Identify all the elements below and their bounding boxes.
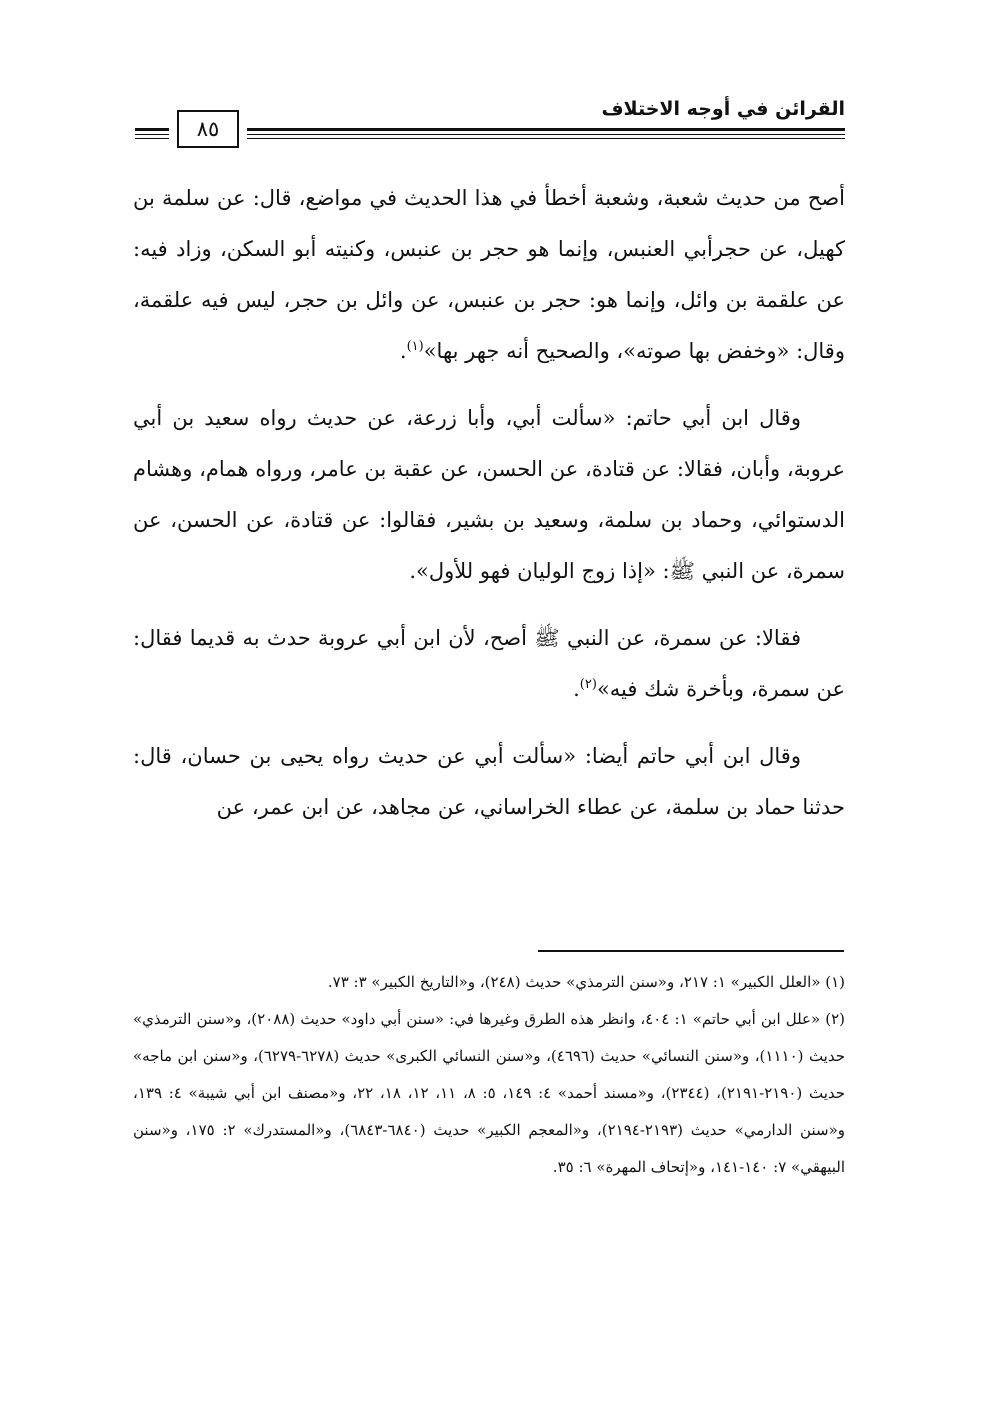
paragraph (133, 393, 845, 597)
paragraph-tail: . (399, 339, 407, 363)
footnote-ref: (١) (406, 339, 424, 354)
footnote: (١) «العلل الكبير» ١: ٢١٧، و«سنن الترمذي» حديث (٢٤٨)، و«التاريخ الكبير» ٣: ٧٣. (327, 973, 845, 991)
running-title: القرائن في أوجه الاختلاف (601, 98, 845, 120)
header-rule-thin (247, 138, 845, 139)
page-number: ٨٥ (177, 110, 239, 148)
paragraph-text: فقالا: عن سمرة، عن النبي ﷺ أصح، لأن ابن أبي عروبة حدث به قديما فقال: عن سمرة، وبأخرة شك فيه» (133, 626, 845, 701)
paragraph (133, 731, 845, 833)
header-rule-thin (247, 134, 845, 135)
paragraph-text: أصح من حديث شعبة، وشعبة أخطأ في هذا الحديث في مواضع، قال: عن سلمة بن كهيل، عن حجرأبي العنبس، وإنما هو حجر بن عنبس، وكنيته أبو السكن، وزاد فيه: عن علقمة بن وائل، وإنما هو: حجر بن عنبس، عن وائل بن حجر، ليس فيه علقمة، وقال: «وخفض بها صوته»، والصحيح أنه جهر بها» (133, 186, 845, 363)
paragraph-tail: . (573, 677, 580, 701)
paragraph-text: وقال ابن أبي حاتم: «سألت أبي، وأبا زرعة، عن حديث رواه سعيد بن أبي عروبة، وأبان، فقالا: عن قتادة، عن الحسن، عن عقبة بن عامر، ورواه همام، وهشام الدستوائي، وحماد بن سلمة، وسعيد بن بشير، فقالوا: عن قتادة، عن الحسن، عن سمرة، عن النبي ﷺ: «إذا زوج الوليان فهو للأول». (133, 406, 845, 583)
footnote-ref: (٢) (579, 677, 597, 692)
footnote: (٢) «علل ابن أبي حاتم» ١: ٤٠٤، وانظر هذه الطرق وغيرها في: «سنن أبي داود» حديث (٢٠٨٨)، و«سنن الترمذي» حديث (١١١٠)، و«سنن النسائي» حديث (٤٦٩٦)، و«سنن النسائي الكبرى» حديث (٦٢٧٨-٦٢٧٩)، و«سنن ابن ماجه» حديث (٢١٩٠-٢١٩١)، (٢٣٤٤)، و«مسند أحمد» ٤: ١٤٩، ٥: ٨، ١١، ١٢، ١٨، ٢٢، و«مصنف ابن أبي شيبة» ٤: ١٣٩، و«سنن الدارمي» حديث (٢١٩٣-٢١٩٤)، و«المعجم الكبير» حديث (٦٨٤٠-٦٨٤٣)، و«المستدرك» ٢: ١٧٥، و«سنن البيهقي» ٧: ١٤٠-١٤١، و«إتحاف المهرة» ٦: ٣٥. (133, 1010, 846, 1176)
footnote-separator (538, 950, 844, 952)
footnotes (133, 964, 845, 1186)
header-rule-left-thin (135, 134, 169, 135)
header-rule-left-thick (135, 128, 169, 131)
paragraph (133, 173, 845, 377)
paragraph-text: وقال ابن أبي حاتم أيضا: «سألت أبي عن حديث رواه يحيى بن حسان، قال: حدثنا حماد بن سلمة، عن عطاء الخراساني، عن مجاهد، عن ابن عمر، عن (133, 744, 845, 819)
main-text (133, 173, 845, 849)
header-rule-thick (247, 128, 845, 131)
paragraph (133, 613, 845, 715)
header-rule-left-thin (135, 138, 169, 139)
page-header (135, 98, 845, 150)
